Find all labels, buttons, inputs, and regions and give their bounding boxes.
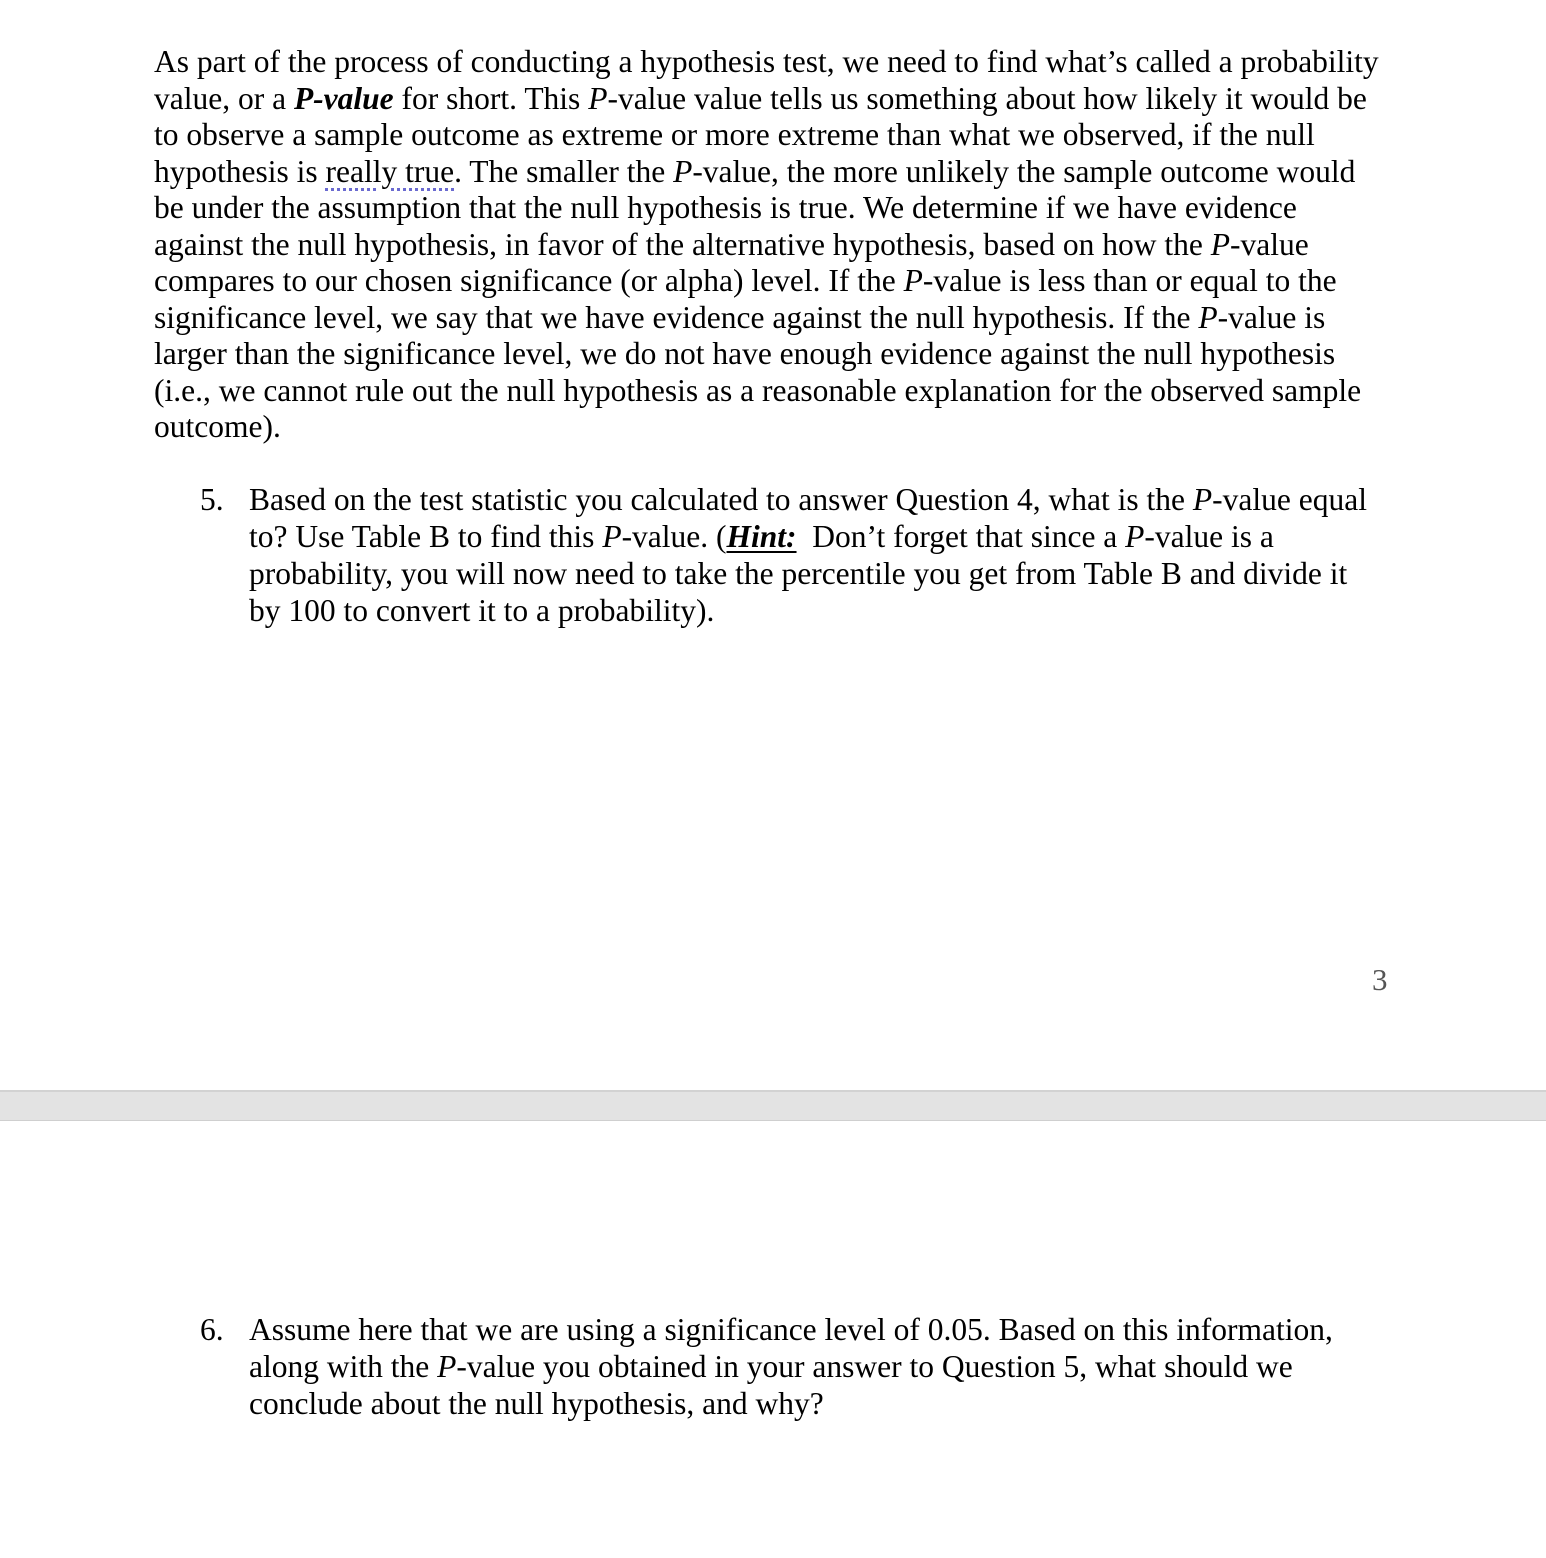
text-run: for short. This [393,80,589,116]
text-run: . The smaller the [454,153,674,189]
page-break-separator [0,1090,1546,1121]
text-run: probability, you will now need to take the percentile you get from Table B and divide it [249,556,1348,591]
text-run: Based on the test statistic you calculated to answer Question 4, what is the [249,482,1193,517]
text-run: -value is [1217,299,1326,335]
text-run: conclude about the null hypothesis, and why? [249,1386,824,1421]
text-run: -value [1230,226,1309,262]
text-run: As part of the process of conducting a hypothesis test, we need to find what’s called a probability [154,44,1379,79]
hint-label: Hint: [726,519,797,554]
intro-line [154,154,1404,191]
italic-p: P [1192,482,1213,517]
question-6-text [249,1311,1333,1422]
text-run: Assume here that we are using a significance level of 0.05. Based on this information, [249,1312,1333,1347]
text-run: larger than the significance level, we do not have enough evidence against the null hypothesis [154,336,1336,371]
intro-line [154,190,1404,227]
intro-line [154,44,1404,81]
p-value-term: P-value [293,80,394,116]
intro-line [154,300,1404,337]
text-run: hypothesis is [154,153,326,189]
intro-line [154,336,1404,373]
question-5 [200,481,1430,641]
question-line [249,1348,1333,1385]
question-line [249,481,1367,518]
grammar-flagged-phrase[interactable]: really true [325,153,455,189]
question-line [249,555,1367,592]
question-line [249,1311,1333,1348]
question-line [249,1385,1333,1422]
italic-p: P [602,519,622,554]
text-run: be under the assumption that the null hypothesis is true. We determine if we have evidence [154,190,1297,225]
intro-line [154,263,1404,300]
question-line [249,518,1367,555]
text-run: -value, the more unlikely the sample outcome would [692,153,1356,189]
question-5-text [249,481,1367,629]
text-run: to observe a sample outcome as extreme or more extreme than what we observed, if the null [154,117,1315,152]
intro-line [154,409,1404,446]
intro-line [154,227,1404,264]
italic-p: P [437,1349,457,1384]
italic-p: P [588,80,608,116]
text-run: along with the [249,1349,438,1384]
question-number: 6. [200,1312,224,1347]
text-run: to? Use Table B to find this [249,519,603,554]
text-run: Don’t forget that since a [796,519,1126,554]
text-run: -value. ( [621,519,727,554]
text-run: (i.e., we cannot rule out the null hypothesis as a reasonable explanation for the observed sample [154,372,1362,408]
intro-paragraph [154,44,1404,446]
question-number: 5. [200,482,224,517]
italic-p: P [1125,519,1145,554]
italic-p: P [903,263,923,298]
text-run: -value value tells us something about how likely it would be [607,80,1367,116]
intro-line [154,81,1404,118]
page-number: 3 [1372,962,1388,997]
text-run: by 100 to convert it to a probability). [249,593,715,628]
italic-p: P [1210,226,1231,262]
question-6 [200,1311,1430,1431]
text-run: significance level, we say that we have evidence against the null hypothesis. If the [154,299,1199,335]
italic-p: P [673,153,693,189]
question-line [249,592,1367,629]
text-run: -value is a [1144,519,1274,554]
text-run: -value you obtained in your answer to Question 5, what should we [456,1349,1293,1384]
text-run: -value is less than or equal to the [922,263,1337,298]
text-run: outcome). [154,409,281,444]
intro-line [154,117,1404,154]
text-run: against the null hypothesis, in favor of the alternative hypothesis, based on how the [154,226,1211,262]
text-run: -value equal [1212,482,1367,517]
text-run: value, or a [154,80,294,116]
intro-line [154,373,1404,410]
italic-p: P [1198,299,1218,335]
text-run: compares to our chosen significance (or alpha) level. If the [154,263,904,298]
